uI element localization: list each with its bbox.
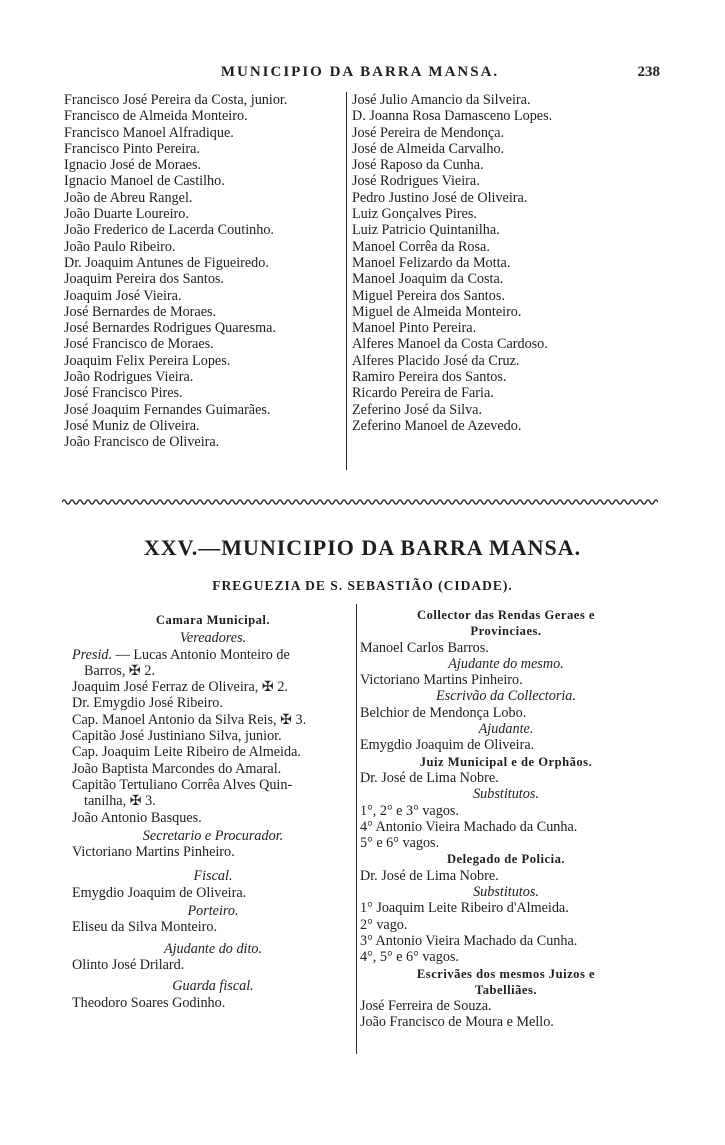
list-item: José Raposo da Cunha. <box>352 157 484 174</box>
list-item: Alferes Manoel da Costa Cardoso. <box>352 336 548 353</box>
list-item: João Francisco de Oliveira. <box>64 434 220 451</box>
list-item: Zeferino José da Silva. <box>352 401 483 418</box>
collector-name: Manoel Carlos Barros. <box>360 639 489 656</box>
list-item: Miguel Pereira dos Santos. <box>352 287 505 304</box>
list-item: José Muniz de Oliveira. <box>64 417 200 434</box>
presid-label: Presid. <box>72 646 113 663</box>
list-item: 1°, 2° e 3° vagos. <box>360 802 459 819</box>
running-head <box>60 64 660 88</box>
escrivao-heading: Escrivão da Collectoria. <box>436 688 576 705</box>
delegado-heading: Delegado de Policia. <box>446 852 566 867</box>
escrivaes-heading-continuation: Tabelliães. <box>474 982 538 997</box>
substitutos-heading: Substitutos. <box>473 786 539 803</box>
guarda-name: Theodoro Soares Godinho. <box>72 994 226 1011</box>
ajudante-heading: Ajudante. <box>478 721 534 738</box>
guarda-heading: Guarda fiscal. <box>172 978 254 995</box>
list-item: José Ferreira de Souza. <box>360 998 492 1015</box>
top-right-column <box>352 92 652 434</box>
vereadores-heading: Vereadores. <box>179 630 247 647</box>
ajudante-mesmo-name: Victoriano Martins Pinheiro. <box>360 672 523 689</box>
escrivao-name: Belchior de Mendonça Lobo. <box>360 704 527 721</box>
fiscal-heading: Fiscal. <box>193 868 233 885</box>
list-item: Luiz Gonçalves Pires. <box>352 206 477 223</box>
ornamental-rule <box>62 498 658 506</box>
list-item: Joaquim Felix Pereira Lopes. <box>64 352 231 369</box>
ajudante-name: Olinto José Drilard. <box>72 956 185 973</box>
list-item: Luiz Patricio Quintanilha. <box>352 222 500 239</box>
list-item: Joaquim José Vieira. <box>64 287 182 304</box>
presid-line <box>72 647 354 663</box>
list-item: Capitão José Justiniano Silva, junior. <box>72 728 282 745</box>
list-item: 1° Joaquim Leite Ribeiro d'Almeida. <box>360 900 569 917</box>
list-item: Manoel Joaquim da Costa. <box>352 271 504 288</box>
escrivaes-heading: Escrivães dos mesmos Juizos e <box>416 966 596 981</box>
page-number: 238 <box>637 64 660 80</box>
list-item: 4° Antonio Vieira Machado da Cunha. <box>360 818 578 835</box>
fiscal-name: Emygdio Joaquim de Oliveira. <box>72 884 247 901</box>
list-item: João Rodrigues Vieira. <box>64 369 194 386</box>
list-item: José de Almeida Carvalho. <box>352 140 505 157</box>
list-item: Capitão Tertuliano Corrêa Alves Quin- <box>72 776 293 793</box>
list-item: Manoel Corrêa da Rosa. <box>352 238 490 255</box>
running-head-title: MUNICIPIO DA BARRA MANSA. <box>220 64 500 80</box>
substitutos-heading: Substitutos. <box>473 884 539 901</box>
list-item: Dr. Joaquim Antunes de Figueiredo. <box>64 254 269 271</box>
list-item: D. Joanna Rosa Damasceno Lopes. <box>352 108 553 125</box>
list-item: José Julio Amancio da Silveira. <box>352 92 531 108</box>
list-item: Cap. Joaquim Leite Ribeiro de Almeida. <box>72 744 301 761</box>
ajudante-heading: Ajudante do dito. <box>163 940 263 957</box>
list-item: José Pereira de Mendonça. <box>352 124 505 141</box>
list-item: João de Abreu Rangel. <box>64 189 193 206</box>
section-title: XXV.—MUNICIPIO DA BARRA MANSA. <box>143 535 582 560</box>
list-item: José Francisco de Moraes. <box>64 336 214 353</box>
list-item: José Bernardes Rodrigues Quaresma. <box>64 320 276 337</box>
list-item: Francisco Manoel Alfradique. <box>64 124 234 141</box>
list-item: 5° e 6° vagos. <box>360 835 440 852</box>
list-item: João Frederico de Lacerda Coutinho. <box>64 222 274 239</box>
porteiro-name: Eliseu da Silva Monteiro. <box>72 919 218 936</box>
list-item: João Duarte Loureiro. <box>64 206 189 223</box>
collector-heading-continuation: Provinciaes. <box>470 624 542 639</box>
list-item: Francisco José Pereira da Costa, junior. <box>64 92 288 108</box>
list-item: Ricardo Pereira de Faria. <box>352 385 494 402</box>
list-item: 4°, 5° e 6° vagos. <box>360 949 459 966</box>
list-item: Zeferino Manoel de Azevedo. <box>352 417 522 434</box>
ajudante-name: Emygdio Joaquim de Oliveira. <box>360 737 535 754</box>
list-item-continuation: tanilha, ✠ 3. <box>84 793 156 810</box>
list-item: Francisco Pinto Pereira. <box>64 140 200 157</box>
delegado-name: Dr. José de Lima Nobre. <box>360 867 499 884</box>
list-item: Pedro Justino José de Oliveira. <box>352 189 528 206</box>
list-item: Ramiro Pereira dos Santos. <box>352 369 507 386</box>
list-item: Manoel Felizardo da Motta. <box>352 254 511 271</box>
list-item: Cap. Manoel Antonio da Silva Reis, ✠ 3. <box>72 711 307 728</box>
camara-heading: Camara Municipal. <box>155 613 271 627</box>
list-item: Alferes Placido José da Cruz. <box>352 352 520 369</box>
juiz-heading: Juiz Municipal e de Orphãos. <box>419 754 593 769</box>
list-item: José Rodrigues Vieira. <box>352 173 480 190</box>
list-item: José Joaquim Fernandes Guimarães. <box>64 401 271 418</box>
list-item: José Francisco Pires. <box>64 385 183 402</box>
collector-heading: Collector das Rendas Geraes e <box>417 608 595 622</box>
list-item: 3° Antonio Vieira Machado da Cunha. <box>360 932 578 949</box>
porteiro-heading: Porteiro. <box>187 903 239 920</box>
list-item: Ignacio Manoel de Castilho. <box>64 173 225 190</box>
list-item: João Paulo Ribeiro. <box>64 238 176 255</box>
list-item: João Baptista Marcondes do Amaral. <box>72 760 282 777</box>
secretario-name: Victoriano Martins Pinheiro. <box>72 844 235 861</box>
list-item: Manoel Pinto Pereira. <box>352 320 477 337</box>
column-divider <box>346 92 347 470</box>
bottom-right-column <box>360 607 652 1031</box>
secretario-heading: Secretario e Procurador. <box>142 827 284 844</box>
parish-heading: FREGUEZIA DE S. SEBASTIÃO (CIDADE). <box>212 578 513 593</box>
list-item: José Bernardes de Moraes. <box>64 303 217 320</box>
column-divider <box>356 604 357 1054</box>
list-item: Miguel de Almeida Monteiro. <box>352 303 522 320</box>
juiz-name: Dr. José de Lima Nobre. <box>360 769 499 786</box>
presid-name: — Lucas Antonio Monteiro de <box>112 646 290 663</box>
list-item: João Antonio Basques. <box>72 809 202 826</box>
list-item: Joaquim José Ferraz de Oliveira, ✠ 2. <box>72 679 288 696</box>
list-item: 2° vago. <box>360 916 408 933</box>
top-left-column <box>64 92 350 451</box>
bottom-left-column <box>72 612 354 1011</box>
list-item: Ignacio José de Moraes. <box>64 157 202 174</box>
list-item: Francisco de Almeida Monteiro. <box>64 108 248 125</box>
list-item: João Francisco de Moura e Mello. <box>360 1014 554 1031</box>
list-item: Joaquim Pereira dos Santos. <box>64 271 224 288</box>
ajudante-mesmo-heading: Ajudante do mesmo. <box>448 655 564 672</box>
presid-continuation: Barros, ✠ 2. <box>84 662 155 679</box>
list-item: Dr. Emygdio José Ribeiro. <box>72 695 223 712</box>
